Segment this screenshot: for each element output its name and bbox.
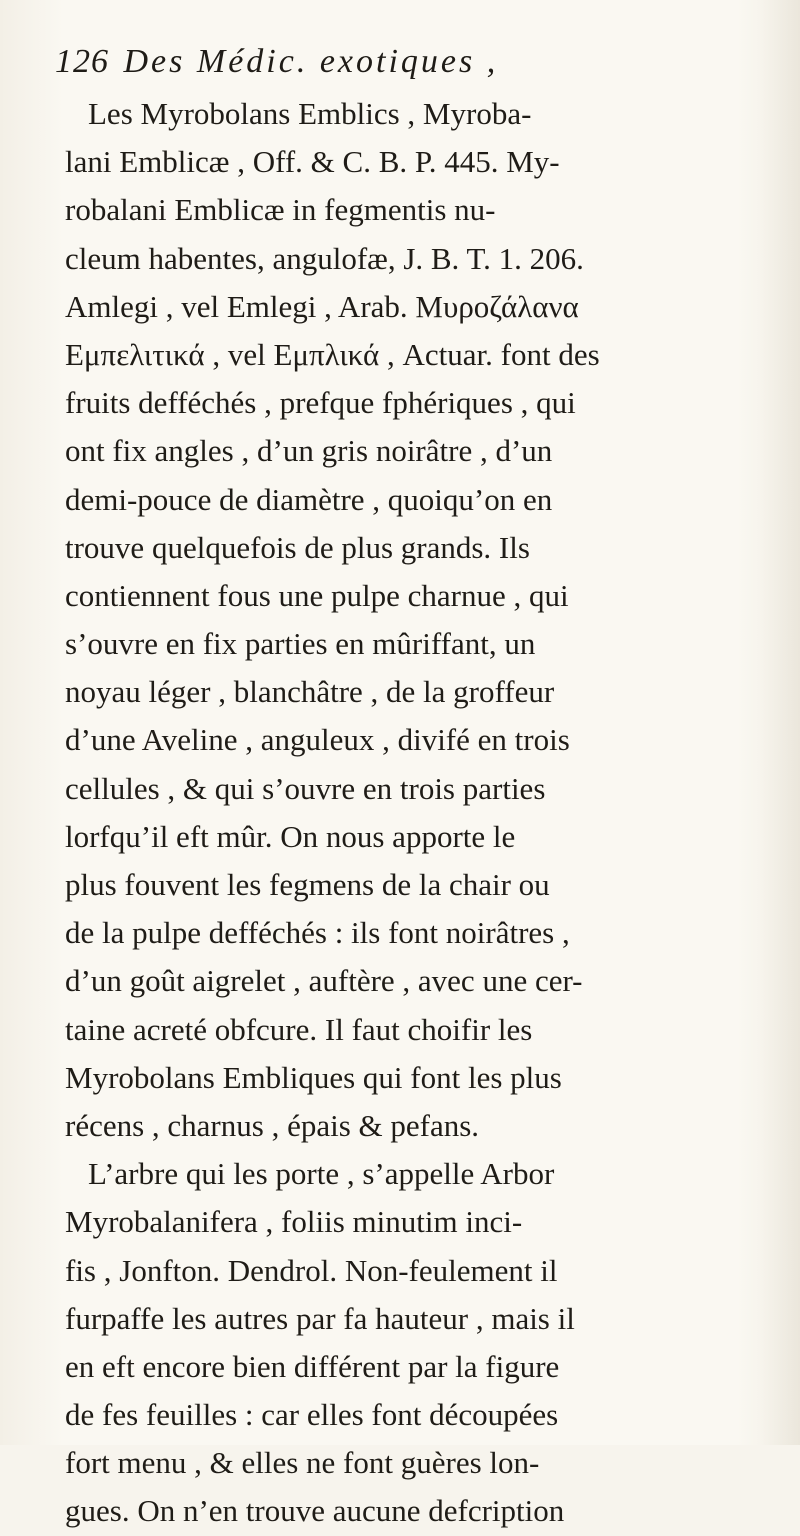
text-line: cleum habentes, angulofæ, J. B. T. 1. 206. bbox=[65, 240, 584, 276]
text-line: lorfqu’il eft mûr. On nous apporte le bbox=[65, 818, 516, 854]
text-line: fort menu , & elles ne font guères lon- bbox=[65, 1445, 540, 1481]
text-line: robalani Emblicæ in fegmentis nu- bbox=[65, 192, 496, 228]
body-text bbox=[65, 90, 765, 1536]
text-line: cellules , & qui s’ouvre en trois parties bbox=[65, 770, 546, 806]
text-line: contiennent fous une pulpe charnue , qui bbox=[65, 577, 569, 613]
text-line: récens , charnus , épais & pefans. bbox=[65, 1107, 480, 1143]
text-line: L’arbre qui les porte , s’appelle Arbor bbox=[88, 1156, 555, 1192]
text-line: gues. On n’en trouve aucune defcription bbox=[65, 1493, 565, 1529]
text-line: furpaffe les autres par fa hauteur , mais il bbox=[65, 1300, 575, 1336]
text-line: taine acreté obfcure. Il faut choifir les bbox=[65, 1011, 533, 1047]
text-line: plus fouvent les fegmens de la chair ou bbox=[65, 867, 550, 902]
text-line: Myrobolans Embliques qui font les plus bbox=[65, 1059, 562, 1095]
text-line: s’ouvre en fix parties en mûriffant, un bbox=[65, 626, 536, 662]
text-line: de fes feuilles : car elles font découpées bbox=[65, 1397, 559, 1433]
text-line: trouve quelquefois de plus grands. Ils bbox=[65, 529, 530, 565]
text-line: Εμπελιτικά , vel Εμπλικά , Actuar. font des bbox=[65, 336, 600, 372]
text-line: fruits defféchés , prefque fphériques , qui bbox=[65, 385, 576, 421]
text-line: demi-pouce de diamètre , quoiqu’on en bbox=[65, 481, 553, 517]
text-line: Les Myrobolans Emblics , Myroba- bbox=[88, 96, 532, 131]
text-line: d’un goût aigrelet , auftère , avec une cer- bbox=[65, 963, 583, 999]
text-line: fis , Jonfton. Dendrol. Non-feulement il bbox=[65, 1252, 558, 1288]
text-line: ont fix angles , d’un gris noirâtre , d’un bbox=[65, 433, 553, 469]
text-line: noyau léger , blanchâtre , de la groffeur bbox=[65, 674, 555, 710]
text-line: lani Emblicæ , Off. & C. B. P. 445. My- bbox=[65, 144, 560, 180]
text-line: d’une Aveline , anguleux , divifé en trois bbox=[65, 722, 570, 758]
page-number: 126 bbox=[55, 43, 109, 80]
running-head bbox=[55, 35, 755, 89]
text-line: Myrobalanifera , foliis minutim inci- bbox=[65, 1204, 523, 1240]
page-edge-shadow bbox=[760, 0, 800, 1445]
text-line: en eft encore bien différent par la figure bbox=[65, 1348, 560, 1384]
text-line: Amlegi , vel Emlegi , Arab. Μυροζάλανα bbox=[65, 288, 579, 324]
text-line: de la pulpe defféchés : ils font noirâtres , bbox=[65, 915, 570, 951]
running-title: Des Médic. exotiques , bbox=[123, 43, 499, 80]
